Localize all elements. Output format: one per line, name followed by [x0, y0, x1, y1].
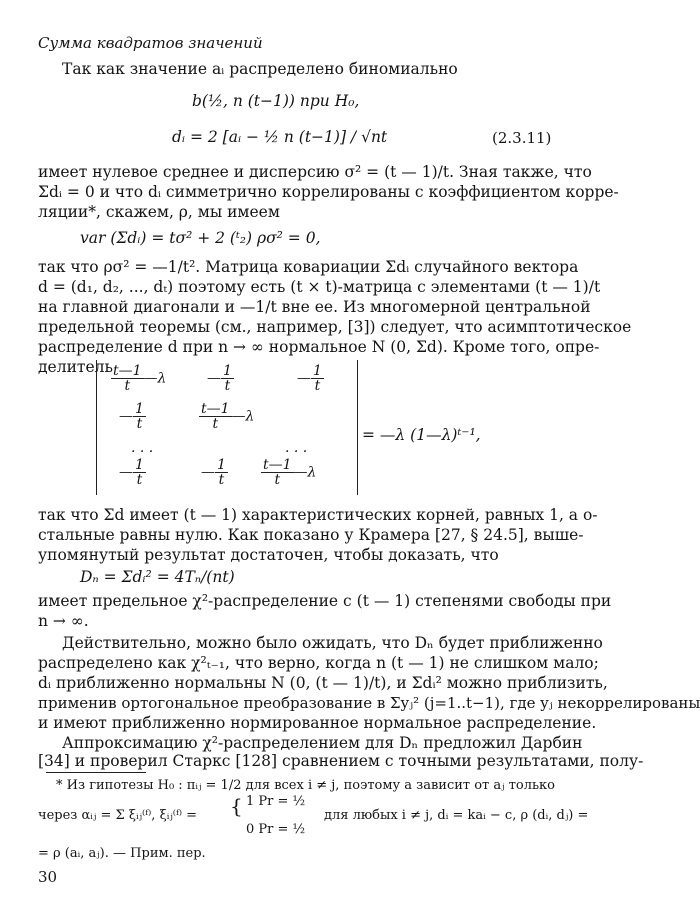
det-cell: $\frac{t—1}{t}$ —λ: [201, 401, 255, 432]
paragraph-line: распределение d при n → ∞ нормальное N (0, Σd). Кроме того, опре-: [38, 338, 600, 356]
paragraph-line: ляции*, скажем, ρ, мы имеем: [38, 203, 280, 221]
paragraph-line: d = (d₁, d₂, ..., dₜ) поэтому есть (t × t)-матрица с элементами (t — 1)/t: [38, 278, 601, 296]
paragraph-line: предельной теоремы (см., например, [3]) следует, что асимптотическое: [38, 318, 632, 336]
footnote-rule: [46, 772, 146, 773]
paragraph-line: и имеют приближенно нормированное нормальное распределение.: [38, 714, 597, 732]
equation-binomial: b(½, n (t−1)) при H₀,: [192, 92, 360, 110]
footnote-line: = ρ (aᵢ, aⱼ). — Прим. пер.: [38, 846, 206, 861]
det-cell: — $\frac{1}{t}$: [297, 363, 322, 394]
paragraph-line: применив ортогональное преобразование в Σyⱼ² (j=1..t−1), где yⱼ некоррелированы: [38, 694, 700, 712]
paragraph-line: стальные равны нулю. Как показано у Крамера [27, § 24.5], выше-: [38, 526, 584, 544]
equation-Dn: Dₙ = Σdᵢ² = 4Tₙ/(nt): [80, 568, 235, 586]
det-cell: — $\frac{1}{t}$: [119, 401, 144, 432]
paragraph-line: распределено как χ²ₜ₋₁, что верно, когда n (t — 1) не слишком мало;: [38, 654, 599, 672]
paragraph-line: так что Σd имеет (t — 1) характеристических корней, равных 1, а о-: [38, 506, 598, 524]
footnote-brace: {: [230, 794, 243, 818]
paragraph-line: упомянутый результат достаточен, чтобы доказать, что: [38, 546, 499, 564]
running-head: Сумма квадратов значений: [38, 34, 263, 52]
equation-number: (2.3.11): [492, 129, 552, 147]
footnote-case: 1 Pr = ½: [246, 794, 306, 809]
paragraph-line: на главной диагонали и —1/t вне ее. Из многомерной центральной: [38, 298, 591, 316]
det-cell: — $\frac{1}{t}$: [119, 457, 144, 488]
paragraph-line: dᵢ приближенно нормальны N (0, (t — 1)/t), и Σdᵢ² можно приблизить,: [38, 674, 608, 692]
page-number: 30: [38, 868, 58, 886]
determinant-result: = —λ (1—λ)ᵗ⁻¹,: [362, 426, 481, 444]
paragraph-line: Аппроксимацию χ²-распределением для Dₙ предложил Дарбин: [62, 734, 583, 752]
det-cell: $\frac{t—1}{t}$ —λ: [113, 363, 167, 394]
paragraph-line: делитель: [38, 358, 113, 376]
paragraph-line: Так как значение aᵢ распределено биномиально: [62, 60, 458, 78]
paragraph-line: имеет предельное χ²-распределение с (t — 1) степенями свободы при: [38, 592, 612, 610]
equation-var: var (Σdᵢ) = tσ² + 2 (ᵗ₂) ρσ² = 0,: [80, 229, 321, 247]
determinant: [96, 360, 358, 495]
det-cell: — $\frac{1}{t}$: [201, 457, 226, 488]
det-dots: . . .: [131, 440, 154, 456]
paragraph-line: [34] и проверил Старкс [128] сравнением с точными результатами, полу-: [38, 752, 644, 770]
equation-d: dᵢ = 2 [aᵢ − ½ n (t−1)] / √nt: [172, 128, 388, 146]
paragraph-line: так что ρσ² = —1/t². Матрица ковариации Σdᵢ случайного вектора: [38, 258, 579, 276]
det-cell: — $\frac{1}{t}$: [207, 363, 232, 394]
paragraph-line: n → ∞.: [38, 612, 89, 630]
det-cell: $\frac{t—1}{t}$ —λ: [263, 457, 317, 488]
paragraph-line: Σdᵢ = 0 и что dᵢ симметрично коррелированы с коэффициентом корре-: [38, 183, 619, 201]
footnote-case: 0 Pr = ½: [246, 822, 306, 837]
footnote-line: * Из гипотезы H₀ : πᵢⱼ = 1/2 для всех i ≠ j, поэтому a зависит от aⱼ только: [56, 778, 556, 793]
footnote-line: через αᵢⱼ = Σ ξᵢⱼ⁽ᶠ⁾, ξᵢⱼ⁽ᶠ⁾ =: [38, 808, 198, 823]
footnote-line: для любых i ≠ j, dᵢ = kaᵢ − c, ρ (dᵢ, dⱼ) =: [324, 808, 589, 823]
det-dots: . . .: [285, 440, 308, 456]
paragraph-line: имеет нулевое среднее и дисперсию σ² = (t — 1)/t. Зная также, что: [38, 163, 592, 181]
paragraph-line: Действительно, можно было ожидать, что Dₙ будет приближенно: [62, 634, 603, 652]
